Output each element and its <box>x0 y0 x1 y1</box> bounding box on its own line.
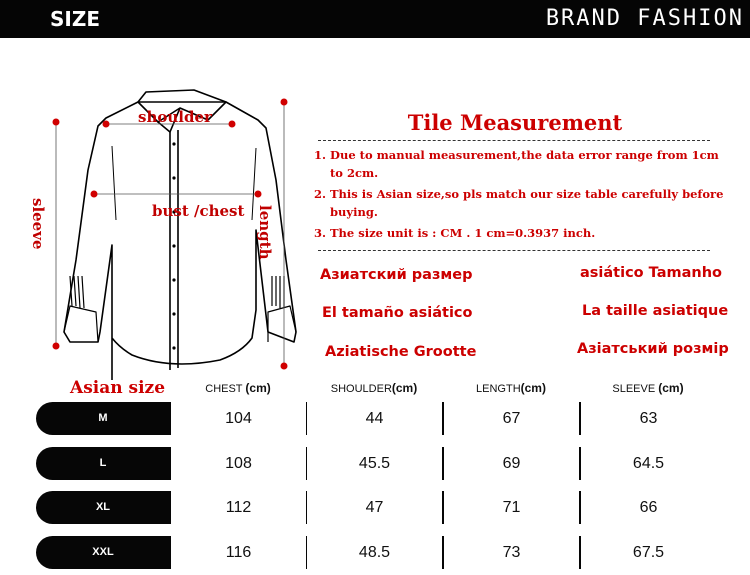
sleeve-value: 63 <box>581 402 716 435</box>
column-unit: (cm) <box>520 381 546 395</box>
sleeve-value: 66 <box>581 491 716 524</box>
size-cell: XL <box>95 501 111 513</box>
length-value: 73 <box>444 536 579 569</box>
column-header-length <box>443 381 579 395</box>
note-number: 2. <box>314 187 327 201</box>
asian-size-portuguese: asiático Tamanho <box>580 265 722 281</box>
note-item <box>314 146 726 182</box>
column-header-chest <box>170 381 306 395</box>
asian-size-ukrainian: Азіатський розмір <box>577 341 729 357</box>
table-row <box>36 491 716 524</box>
size-cell: XXL <box>92 546 114 558</box>
asian-size-spanish: El tamaño asiático <box>322 305 473 321</box>
column-unit: (cm) <box>391 381 418 395</box>
column-name: SLEEVE <box>612 383 656 395</box>
sleeve-value: 67.5 <box>581 536 716 569</box>
size-cell: M <box>98 412 108 424</box>
sleeve-value: 64.5 <box>581 447 716 480</box>
length-value: 71 <box>444 491 579 524</box>
brand-label: BRAND FASHION <box>545 6 744 31</box>
table-row <box>36 447 716 480</box>
column-unit: (cm) <box>658 381 684 395</box>
chest-value: 112 <box>171 491 306 524</box>
column-name: LENGTH <box>476 383 521 395</box>
column-name: CHEST <box>205 383 243 395</box>
shoulder-value: 45.5 <box>307 447 442 480</box>
size-label: SIZE <box>50 7 101 31</box>
note-number: 1. <box>314 148 327 162</box>
divider-bottom <box>318 250 710 251</box>
length-value: 67 <box>444 402 579 435</box>
shoulder-label: shoulder <box>138 108 212 126</box>
size-cell: L <box>99 457 107 469</box>
chest-value: 104 <box>171 402 306 435</box>
tile-measurement-title: Tile Measurement <box>407 110 623 135</box>
top-header-bar <box>0 0 750 38</box>
table-row <box>36 402 716 435</box>
sleeve-label: sleeve <box>29 198 47 250</box>
bust-chest-label: bust /chest <box>152 202 245 220</box>
asian-size-dutch: Aziatische Grootte <box>325 344 477 360</box>
chest-value: 116 <box>171 536 306 569</box>
asian-size-french: La taille asiatique <box>582 303 729 319</box>
divider-top <box>318 140 710 141</box>
shoulder-value: 48.5 <box>307 536 442 569</box>
chest-value: 108 <box>171 447 306 480</box>
column-header-sleeve <box>580 381 716 395</box>
shoulder-value: 47 <box>307 491 442 524</box>
note-item <box>314 224 726 242</box>
column-name: SHOULDER <box>330 383 392 395</box>
note-number: 3. <box>314 226 327 240</box>
asian-size-russian: Азиатский размер <box>320 267 473 283</box>
table-row <box>36 536 716 569</box>
column-unit: (cm) <box>245 381 271 395</box>
measurement-notes <box>314 146 726 245</box>
length-value: 69 <box>444 447 579 480</box>
note-text: This is Asian size,so pls match our size table carefully before buying. <box>330 187 724 219</box>
shoulder-value: 44 <box>307 402 442 435</box>
column-header-shoulder <box>306 381 442 395</box>
note-item <box>314 185 726 221</box>
length-label: length <box>256 205 274 260</box>
note-text: Due to manual measurement,the data error range from 1cm to 2cm. <box>330 148 719 180</box>
asian-size-title: Asian size <box>70 378 166 398</box>
note-text: The size unit is : CM . 1 cm=0.3937 inch. <box>330 226 596 240</box>
